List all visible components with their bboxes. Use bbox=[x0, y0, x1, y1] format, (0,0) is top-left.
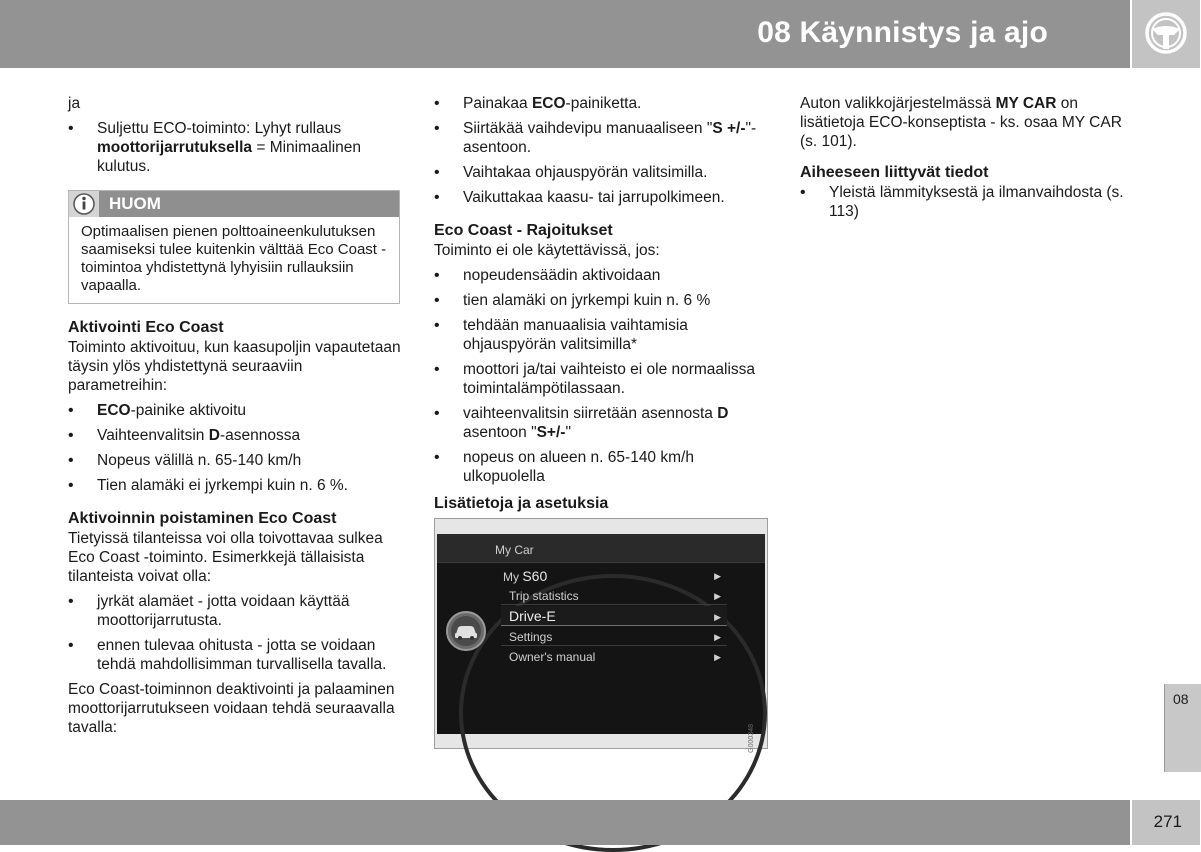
bullet-list bbox=[434, 94, 768, 207]
header-icon-box bbox=[1132, 0, 1200, 68]
menu-item-drive-e[interactable]: Drive-E ▶ bbox=[501, 606, 727, 626]
section-text: Toiminto ei ole käytettävissä, jos: bbox=[434, 242, 660, 259]
related-link[interactable]: • Yleistä lämmityksestä ja ilmanvaihdosta (s. 113) bbox=[800, 183, 1134, 221]
note-box bbox=[68, 190, 400, 304]
list-item: • Siirtäkää vaihdevipu manuaaliseen "S +/-"-asentoon. bbox=[434, 119, 768, 157]
car-icon bbox=[445, 610, 487, 652]
menu-item-my-model[interactable]: My S60 ▶ bbox=[503, 568, 721, 584]
list-item: • tien alamäki on jyrkempi kuin n. 6 % bbox=[434, 291, 768, 310]
bullet-list bbox=[68, 119, 402, 176]
image-code: G000348 bbox=[748, 724, 755, 753]
section-heading: Aktivointi Eco Coast bbox=[68, 319, 224, 336]
list-item: • ECO-painike aktivoitu bbox=[68, 401, 402, 420]
intro-text: Auton valikkojärjestelmässä MY CAR on lisätietoja ECO-konseptista - ks. osaa MY CAR (s. 101). bbox=[800, 95, 1122, 150]
chapter-title: 08 Käynnistys ja ajo bbox=[757, 16, 1048, 49]
note-label: HUOM bbox=[109, 194, 161, 213]
section-heading: Aiheeseen liittyvät tiedot bbox=[800, 164, 989, 181]
menu-item-trip-statistics[interactable]: Trip statistics ▶ bbox=[501, 585, 727, 605]
arrow-right-icon: ▶ bbox=[714, 591, 721, 601]
note-text: Optimaalisen pienen polttoaineenkulutuksen saamiseksi tulee kuitenkin välttää Eco Coast -toimintoa yhdistettynä lyhyisiin rullauksiin vapaalla. bbox=[81, 223, 387, 294]
menu-item-settings[interactable]: Settings ▶ bbox=[501, 626, 727, 646]
related-links bbox=[800, 183, 1134, 221]
list-item: • Nopeus välillä n. 65-140 km/h bbox=[68, 451, 402, 470]
bullet-list bbox=[434, 266, 768, 486]
arrow-right-icon: ▶ bbox=[714, 571, 721, 581]
bullet-list bbox=[68, 401, 402, 495]
column-3 bbox=[800, 94, 1134, 227]
chapter-tab: 08 bbox=[1164, 684, 1201, 772]
closing-text: Eco Coast-toiminnon deaktivointi ja palaaminen moottorijarrutukseen voidaan tehdä seuraavalla tavalla: bbox=[68, 681, 395, 736]
section-text: Tietyissä tilanteissa voi olla toivottavaa sulkea Eco Coast -toiminto. Esimerkkejä tällaisista tilanteista voivat olla: bbox=[68, 530, 383, 585]
arrow-right-icon: ▶ bbox=[714, 612, 721, 622]
list-item: • nopeudensäädin aktivoidaan bbox=[434, 266, 768, 285]
section-heading: Aktivoinnin poistaminen Eco Coast bbox=[68, 510, 337, 527]
column-1 bbox=[68, 94, 402, 743]
screen-header-title: My Car bbox=[495, 543, 534, 557]
section-text: Toiminto aktivoituu, kun kaasupoljin vapautetaan täysin ylös yhdistettynä seuraaviin parametreihin: bbox=[68, 339, 401, 394]
menu-item-owners-manual[interactable]: Owner's manual ▶ bbox=[501, 646, 727, 665]
list-item: • moottori ja/tai vaihteisto ei ole normaalissa toimintalämpötilassaan. bbox=[434, 360, 768, 398]
info-icon bbox=[72, 192, 96, 216]
list-item: • tehdään manuaalisia vaihtamisia ohjauspyörän valitsimilla* bbox=[434, 316, 768, 354]
section-heading: Eco Coast - Rajoitukset bbox=[434, 222, 613, 239]
section-heading: Lisätietoja ja asetuksia bbox=[434, 495, 609, 512]
list-item: • Vaikuttakaa kaasu- tai jarrupolkimeen. bbox=[434, 188, 768, 207]
list-item: • Tien alamäki ei jyrkempi kuin n. 6 %. bbox=[68, 476, 402, 495]
column-2 bbox=[434, 94, 768, 753]
footer-bar bbox=[0, 800, 1130, 845]
arrow-right-icon: ▶ bbox=[714, 652, 721, 662]
screen-image-frame bbox=[434, 518, 768, 753]
bullet-list bbox=[68, 592, 402, 674]
list-item: • jyrkät alamäet - jotta voidaan käyttää moottorijarrutusta. bbox=[68, 592, 402, 630]
list-item: • Painakaa ECO-painiketta. bbox=[434, 94, 768, 113]
page-number: 271 bbox=[1153, 812, 1182, 831]
screen-header bbox=[437, 534, 765, 563]
steering-wheel-icon bbox=[1144, 11, 1188, 55]
car-display-screen bbox=[437, 534, 765, 753]
list-item: • Vaihtakaa ohjauspyörän valitsimilla. bbox=[434, 163, 768, 182]
page-number-box bbox=[1132, 800, 1200, 845]
list-item: • vaihteenvalitsin siirretään asennosta D asentoon "S+/-" bbox=[434, 404, 768, 442]
header-bar bbox=[0, 0, 1130, 68]
list-item: • Suljettu ECO-toiminto: Lyhyt rullaus moottorijarrutuksella = Minimaalinen kulutus. bbox=[68, 119, 402, 176]
list-item: • ennen tulevaa ohitusta - jotta se voidaan tehdä mahdollisimman turvallisella tavalla. bbox=[68, 636, 402, 674]
arrow-right-icon: ▶ bbox=[714, 632, 721, 642]
note-header bbox=[69, 191, 399, 217]
intro-text: ja bbox=[68, 95, 81, 112]
list-item: • Vaihteenvalitsin D-asennossa bbox=[68, 426, 402, 445]
list-item: • nopeus on alueen n. 65-140 km/h ulkopuolella bbox=[434, 448, 768, 486]
